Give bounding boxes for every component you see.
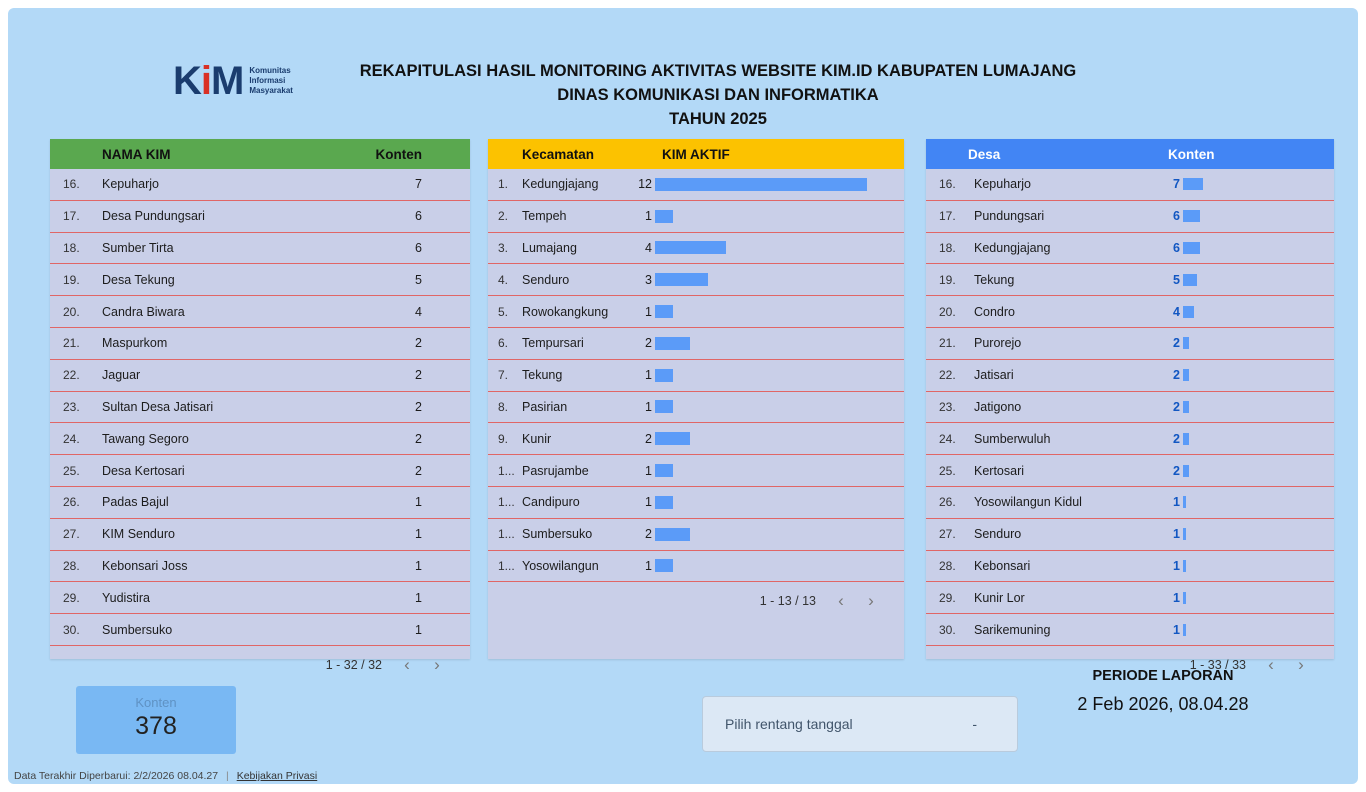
row-label: Jatigono [974, 399, 1022, 414]
table-row[interactable] [926, 264, 1334, 296]
logo-subtitle-line1: Komunitas [249, 66, 291, 75]
row-bar [655, 337, 690, 350]
row-label: Senduro [974, 527, 1022, 542]
row-bar [655, 559, 673, 572]
row-label: Desa Kertosari [102, 463, 185, 478]
panel-kecamatan-rows [488, 169, 904, 582]
date-range-picker[interactable] [702, 696, 1018, 752]
row-label: KIM Senduro [102, 527, 175, 542]
row-label: Sumbersuko [522, 527, 593, 542]
row-bar-cell [632, 273, 904, 287]
row-bar [655, 241, 726, 254]
row-value: 1 [415, 527, 422, 542]
row-label: Pasrujambe [522, 463, 589, 478]
row-label: Condro [974, 304, 1015, 319]
row-bar [1183, 624, 1186, 636]
row-bar [1183, 560, 1186, 572]
row-value: 6 [1173, 240, 1180, 255]
row-bar [1183, 528, 1186, 540]
table-row[interactable] [488, 264, 904, 296]
panel-nama-kim [50, 139, 470, 674]
row-index: 30. [939, 622, 956, 637]
row-label: Kertosari [974, 463, 1025, 478]
row-index: 28. [63, 558, 80, 573]
row-bar [655, 178, 867, 191]
pager-prev-button[interactable]: ‹ [404, 654, 410, 674]
row-index: 1... [498, 558, 515, 573]
row-value: 2 [415, 399, 422, 414]
row-index: 8. [498, 399, 509, 414]
panel-kecamatan-header [488, 139, 904, 169]
table-row[interactable] [50, 582, 470, 614]
row-bar [1183, 465, 1189, 477]
row-index: 2. [498, 209, 509, 224]
row-label: Desa Pundungsari [102, 209, 205, 224]
row-index: 4. [498, 272, 509, 287]
row-index: 20. [939, 304, 956, 319]
pager-prev-button[interactable]: ‹ [838, 591, 844, 611]
kpi-label: Konten [135, 695, 177, 710]
row-label: Tawang Segoro [102, 431, 189, 446]
row-index: 23. [939, 399, 956, 414]
row-index: 29. [63, 590, 80, 605]
row-label: Purorejo [974, 336, 1022, 351]
row-bar [655, 464, 673, 477]
panel-desa [926, 139, 1334, 674]
row-bar-cell [1164, 495, 1334, 509]
row-bar-cell [1164, 305, 1334, 319]
row-label: Rowokangkung [522, 304, 609, 319]
pager-next-button[interactable]: › [1298, 654, 1304, 674]
row-index: 9. [498, 431, 509, 446]
kpi-konten-card [76, 686, 236, 754]
row-bar [1183, 178, 1203, 190]
pager-next-button[interactable]: › [434, 654, 440, 674]
row-index: 3. [498, 240, 509, 255]
table-row[interactable] [926, 360, 1334, 392]
table-row[interactable] [488, 328, 904, 360]
row-bar [655, 305, 673, 318]
row-index: 21. [63, 336, 80, 351]
row-index: 18. [63, 240, 80, 255]
row-value: 1 [645, 209, 652, 224]
table-row[interactable] [50, 264, 470, 296]
row-bar-cell [632, 464, 904, 478]
row-label: Yosowilangun Kidul [974, 495, 1082, 510]
row-value: 4 [645, 240, 652, 255]
row-label: Sumbersuko [102, 622, 173, 637]
footnote-updated-text: Data Terakhir Diperbarui: 2/2/2026 08.04.27 [14, 770, 219, 782]
row-value: 7 [1173, 177, 1180, 192]
table-row[interactable] [50, 551, 470, 583]
row-label: Desa Tekung [102, 272, 175, 287]
row-value: 1 [1173, 495, 1180, 510]
column-header-desa: Desa [968, 146, 1001, 162]
row-value: 1 [415, 622, 422, 637]
table-row[interactable] [488, 296, 904, 328]
table-row[interactable] [488, 201, 904, 233]
table-row[interactable] [926, 169, 1334, 201]
row-bar-cell [1164, 559, 1334, 573]
row-value: 5 [415, 272, 422, 287]
row-label: Kunir [522, 431, 552, 446]
row-value: 3 [645, 272, 652, 287]
row-bar-cell [1164, 177, 1334, 191]
row-index: 1. [498, 177, 509, 192]
table-row[interactable] [50, 360, 470, 392]
row-bar-cell [1164, 432, 1334, 446]
logo-subtitle-line2: Informasi [249, 76, 286, 85]
row-bar-cell [1164, 241, 1334, 255]
row-bar-cell [1164, 527, 1334, 541]
table-row[interactable] [488, 455, 904, 487]
row-value: 2 [1173, 368, 1180, 383]
row-label: Candipuro [522, 495, 580, 510]
row-label: Kepuharjo [974, 177, 1031, 192]
row-value: 1 [415, 558, 422, 573]
page-title-line3: TAHUN 2025 [669, 109, 767, 128]
panel-nama-kim-header [50, 139, 470, 169]
row-bar [655, 210, 673, 223]
table-row[interactable] [488, 423, 904, 455]
table-row[interactable] [926, 582, 1334, 614]
row-bar-cell [632, 368, 904, 382]
pager-next-button[interactable]: › [868, 591, 874, 611]
date-range-placeholder: Pilih rentang tanggal [725, 716, 853, 732]
row-bar-cell [632, 400, 904, 414]
row-value: 2 [415, 368, 422, 383]
row-value: 6 [415, 209, 422, 224]
table-row[interactable] [926, 455, 1334, 487]
row-label: Padas Bajul [102, 495, 169, 510]
row-label: Jaguar [102, 368, 141, 383]
row-value: 1 [415, 495, 422, 510]
row-value: 2 [415, 336, 422, 351]
row-value: 1 [645, 495, 652, 510]
dashboard-root [8, 8, 1358, 784]
row-value: 5 [1173, 272, 1180, 287]
panel-kecamatan-pager [488, 582, 904, 620]
table-row[interactable] [50, 455, 470, 487]
row-bar [655, 369, 673, 382]
table-row[interactable] [50, 519, 470, 551]
report-header [8, 42, 1358, 128]
page-title [288, 60, 1148, 132]
row-index: 27. [939, 527, 956, 542]
row-bar-cell [632, 305, 904, 319]
row-value: 1 [1173, 590, 1180, 605]
row-index: 1... [498, 495, 515, 510]
panel-desa-rows [926, 169, 1334, 646]
row-label: Lumajang [522, 240, 577, 255]
row-index: 1... [498, 463, 515, 478]
row-value: 2 [645, 431, 652, 446]
logo-subtitle [249, 66, 293, 96]
row-index: 26. [63, 495, 80, 510]
row-value: 2 [645, 336, 652, 351]
row-index: 1... [498, 527, 515, 542]
period-block [1018, 668, 1308, 715]
row-value: 2 [645, 527, 652, 542]
table-row[interactable] [926, 423, 1334, 455]
row-label: Yosowilangun [522, 558, 599, 573]
table-row[interactable] [50, 233, 470, 265]
pager-prev-button[interactable]: ‹ [1268, 654, 1274, 674]
table-row[interactable] [926, 296, 1334, 328]
row-bar [1183, 274, 1197, 286]
row-bar-cell [1164, 209, 1334, 223]
row-label: Sultan Desa Jatisari [102, 399, 214, 414]
row-index: 22. [939, 368, 956, 383]
row-index: 20. [63, 304, 80, 319]
row-value: 2 [1173, 431, 1180, 446]
row-value: 1 [1173, 622, 1180, 637]
row-index: 21. [939, 336, 956, 351]
row-value: 2 [1173, 336, 1180, 351]
column-header-nama-kim: NAMA KIM [102, 146, 171, 162]
table-row[interactable] [488, 551, 904, 583]
table-row[interactable] [488, 392, 904, 424]
table-row[interactable] [926, 551, 1334, 583]
row-bar [1183, 592, 1186, 604]
row-label: Kedungjajang [522, 177, 599, 192]
row-index: 22. [63, 368, 80, 383]
column-header-konten: Konten [375, 146, 422, 162]
row-value: 2 [415, 431, 422, 446]
table-row[interactable] [50, 614, 470, 646]
row-bar-cell [1164, 464, 1334, 478]
row-index: 17. [939, 209, 956, 224]
row-bar-cell [632, 559, 904, 573]
table-row[interactable] [488, 169, 904, 201]
row-index: 27. [63, 527, 80, 542]
table-row[interactable] [50, 201, 470, 233]
row-index: 23. [63, 399, 80, 414]
row-label: Kepuharjo [102, 177, 159, 192]
row-value: 1 [415, 590, 422, 605]
column-header-kecamatan: Kecamatan [522, 146, 595, 162]
table-row[interactable] [926, 392, 1334, 424]
row-value: 4 [1173, 304, 1180, 319]
row-index: 17. [63, 209, 80, 224]
row-label: Jatisari [974, 368, 1014, 383]
row-index: 16. [939, 177, 956, 192]
table-row[interactable] [488, 360, 904, 392]
date-range-separator: - [972, 716, 977, 732]
row-bar [1183, 401, 1189, 413]
row-value: 2 [1173, 399, 1180, 414]
row-value: 1 [645, 399, 652, 414]
logo-subtitle-line3: Masyarakat [249, 86, 293, 95]
row-label: Tekung [522, 368, 563, 383]
row-label: Candra Biwara [102, 304, 185, 319]
row-label: Tempeh [522, 209, 567, 224]
row-bar-cell [1164, 273, 1334, 287]
footnote [14, 770, 317, 782]
row-value: 2 [415, 463, 422, 478]
panel-nama-kim-pager [50, 646, 470, 684]
table-row[interactable] [926, 519, 1334, 551]
table-row[interactable] [488, 519, 904, 551]
row-index: 25. [63, 463, 80, 478]
row-bar [655, 273, 708, 286]
row-bar-cell [632, 495, 904, 509]
logo-mark: KiM [173, 59, 244, 103]
row-bar [655, 432, 690, 445]
row-bar [655, 528, 690, 541]
pager-range: 1 - 33 / 33 [1189, 657, 1246, 672]
row-index: 25. [939, 463, 956, 478]
row-label: Kebonsari Joss [102, 558, 188, 573]
row-bar-cell [632, 527, 904, 541]
row-value: 4 [415, 304, 422, 319]
row-index: 24. [63, 431, 80, 446]
row-bar [1183, 337, 1189, 349]
row-bar [1183, 242, 1200, 254]
column-header-kim-aktif: KIM AKTIF [662, 146, 730, 162]
table-row[interactable] [50, 392, 470, 424]
row-label: Sumberwuluh [974, 431, 1051, 446]
pager-range: 1 - 13 / 13 [759, 594, 816, 609]
panel-desa-header [926, 139, 1334, 169]
panel-kecamatan [488, 139, 904, 659]
row-index: 18. [939, 240, 956, 255]
row-label: Kedungjajang [974, 240, 1051, 255]
period-value: 2 Feb 2026, 08.04.28 [1077, 694, 1249, 714]
pager-range: 1 - 32 / 32 [325, 657, 382, 672]
row-label: Sarikemuning [974, 622, 1051, 637]
row-index: 24. [939, 431, 956, 446]
row-value: 1 [645, 304, 652, 319]
row-index: 26. [939, 495, 956, 510]
page-title-line1: REKAPITULASI HASIL MONITORING AKTIVITAS WEBSITE KIM.ID KABUPATEN LUMAJANG [359, 62, 1077, 80]
table-row[interactable] [926, 487, 1334, 519]
row-value: 7 [415, 177, 422, 192]
table-row[interactable] [488, 233, 904, 265]
row-value: 1 [645, 558, 652, 573]
row-bar [1183, 210, 1200, 222]
table-row[interactable] [50, 169, 470, 201]
row-bar-cell [1164, 591, 1334, 605]
row-label: Tempursari [522, 336, 584, 351]
row-bar-cell [1164, 400, 1334, 414]
row-value: 1 [1173, 558, 1180, 573]
row-label: Pundungsari [974, 209, 1045, 224]
row-bar [655, 496, 673, 509]
row-label: Yudistira [102, 590, 150, 605]
row-bar [1183, 369, 1189, 381]
table-row[interactable] [926, 233, 1334, 265]
row-label: Sumber Tirta [102, 240, 174, 255]
kpi-value: 378 [135, 712, 177, 740]
row-index: 19. [939, 272, 956, 287]
row-index: 6. [498, 336, 509, 351]
row-bar-cell [632, 432, 904, 446]
row-value: 6 [1173, 209, 1180, 224]
row-bar-cell [632, 241, 904, 255]
panel-nama-kim-rows [50, 169, 470, 646]
row-index: 5. [498, 304, 509, 319]
row-bar-cell [632, 209, 904, 223]
row-label: Maspurkom [102, 336, 168, 351]
row-value: 1 [1173, 527, 1180, 542]
row-bar-cell [1164, 336, 1334, 350]
row-label: Kebonsari [974, 558, 1031, 573]
row-bar [655, 400, 673, 413]
row-value: 1 [645, 368, 652, 383]
row-bar-cell [1164, 368, 1334, 382]
row-index: 28. [939, 558, 956, 573]
table-row[interactable] [926, 328, 1334, 360]
row-index: 19. [63, 272, 80, 287]
table-row[interactable] [926, 614, 1334, 646]
table-row[interactable] [50, 296, 470, 328]
row-bar-cell [1164, 623, 1334, 637]
row-label: Kunir Lor [974, 590, 1025, 605]
row-value: 2 [1173, 463, 1180, 478]
row-bar-cell [632, 336, 904, 350]
row-bar [1183, 433, 1189, 445]
row-value: 12 [638, 177, 652, 192]
table-row[interactable] [926, 201, 1334, 233]
row-value: 1 [645, 463, 652, 478]
period-label: PERIODE LAPORAN [1092, 668, 1234, 684]
table-row[interactable] [50, 487, 470, 519]
row-label: Tekung [974, 272, 1015, 287]
table-row[interactable] [50, 328, 470, 360]
row-bar-cell [632, 177, 904, 191]
row-bar [1183, 496, 1186, 508]
row-label: Pasirian [522, 399, 568, 414]
row-index: 16. [63, 177, 80, 192]
page-title-line2: DINAS KOMUNIKASI DAN INFORMATIKA [557, 85, 879, 104]
privacy-policy-link[interactable]: Kebijakan Privasi [236, 770, 318, 782]
row-bar [1183, 306, 1194, 318]
row-index: 7. [498, 368, 509, 383]
row-index: 29. [939, 590, 956, 605]
table-row[interactable] [50, 423, 470, 455]
row-label: Senduro [522, 272, 570, 287]
column-header-konten: Konten [1168, 146, 1215, 162]
footnote-separator: | [226, 770, 229, 782]
row-index: 30. [63, 622, 80, 637]
row-value: 6 [415, 240, 422, 255]
table-row[interactable] [488, 487, 904, 519]
